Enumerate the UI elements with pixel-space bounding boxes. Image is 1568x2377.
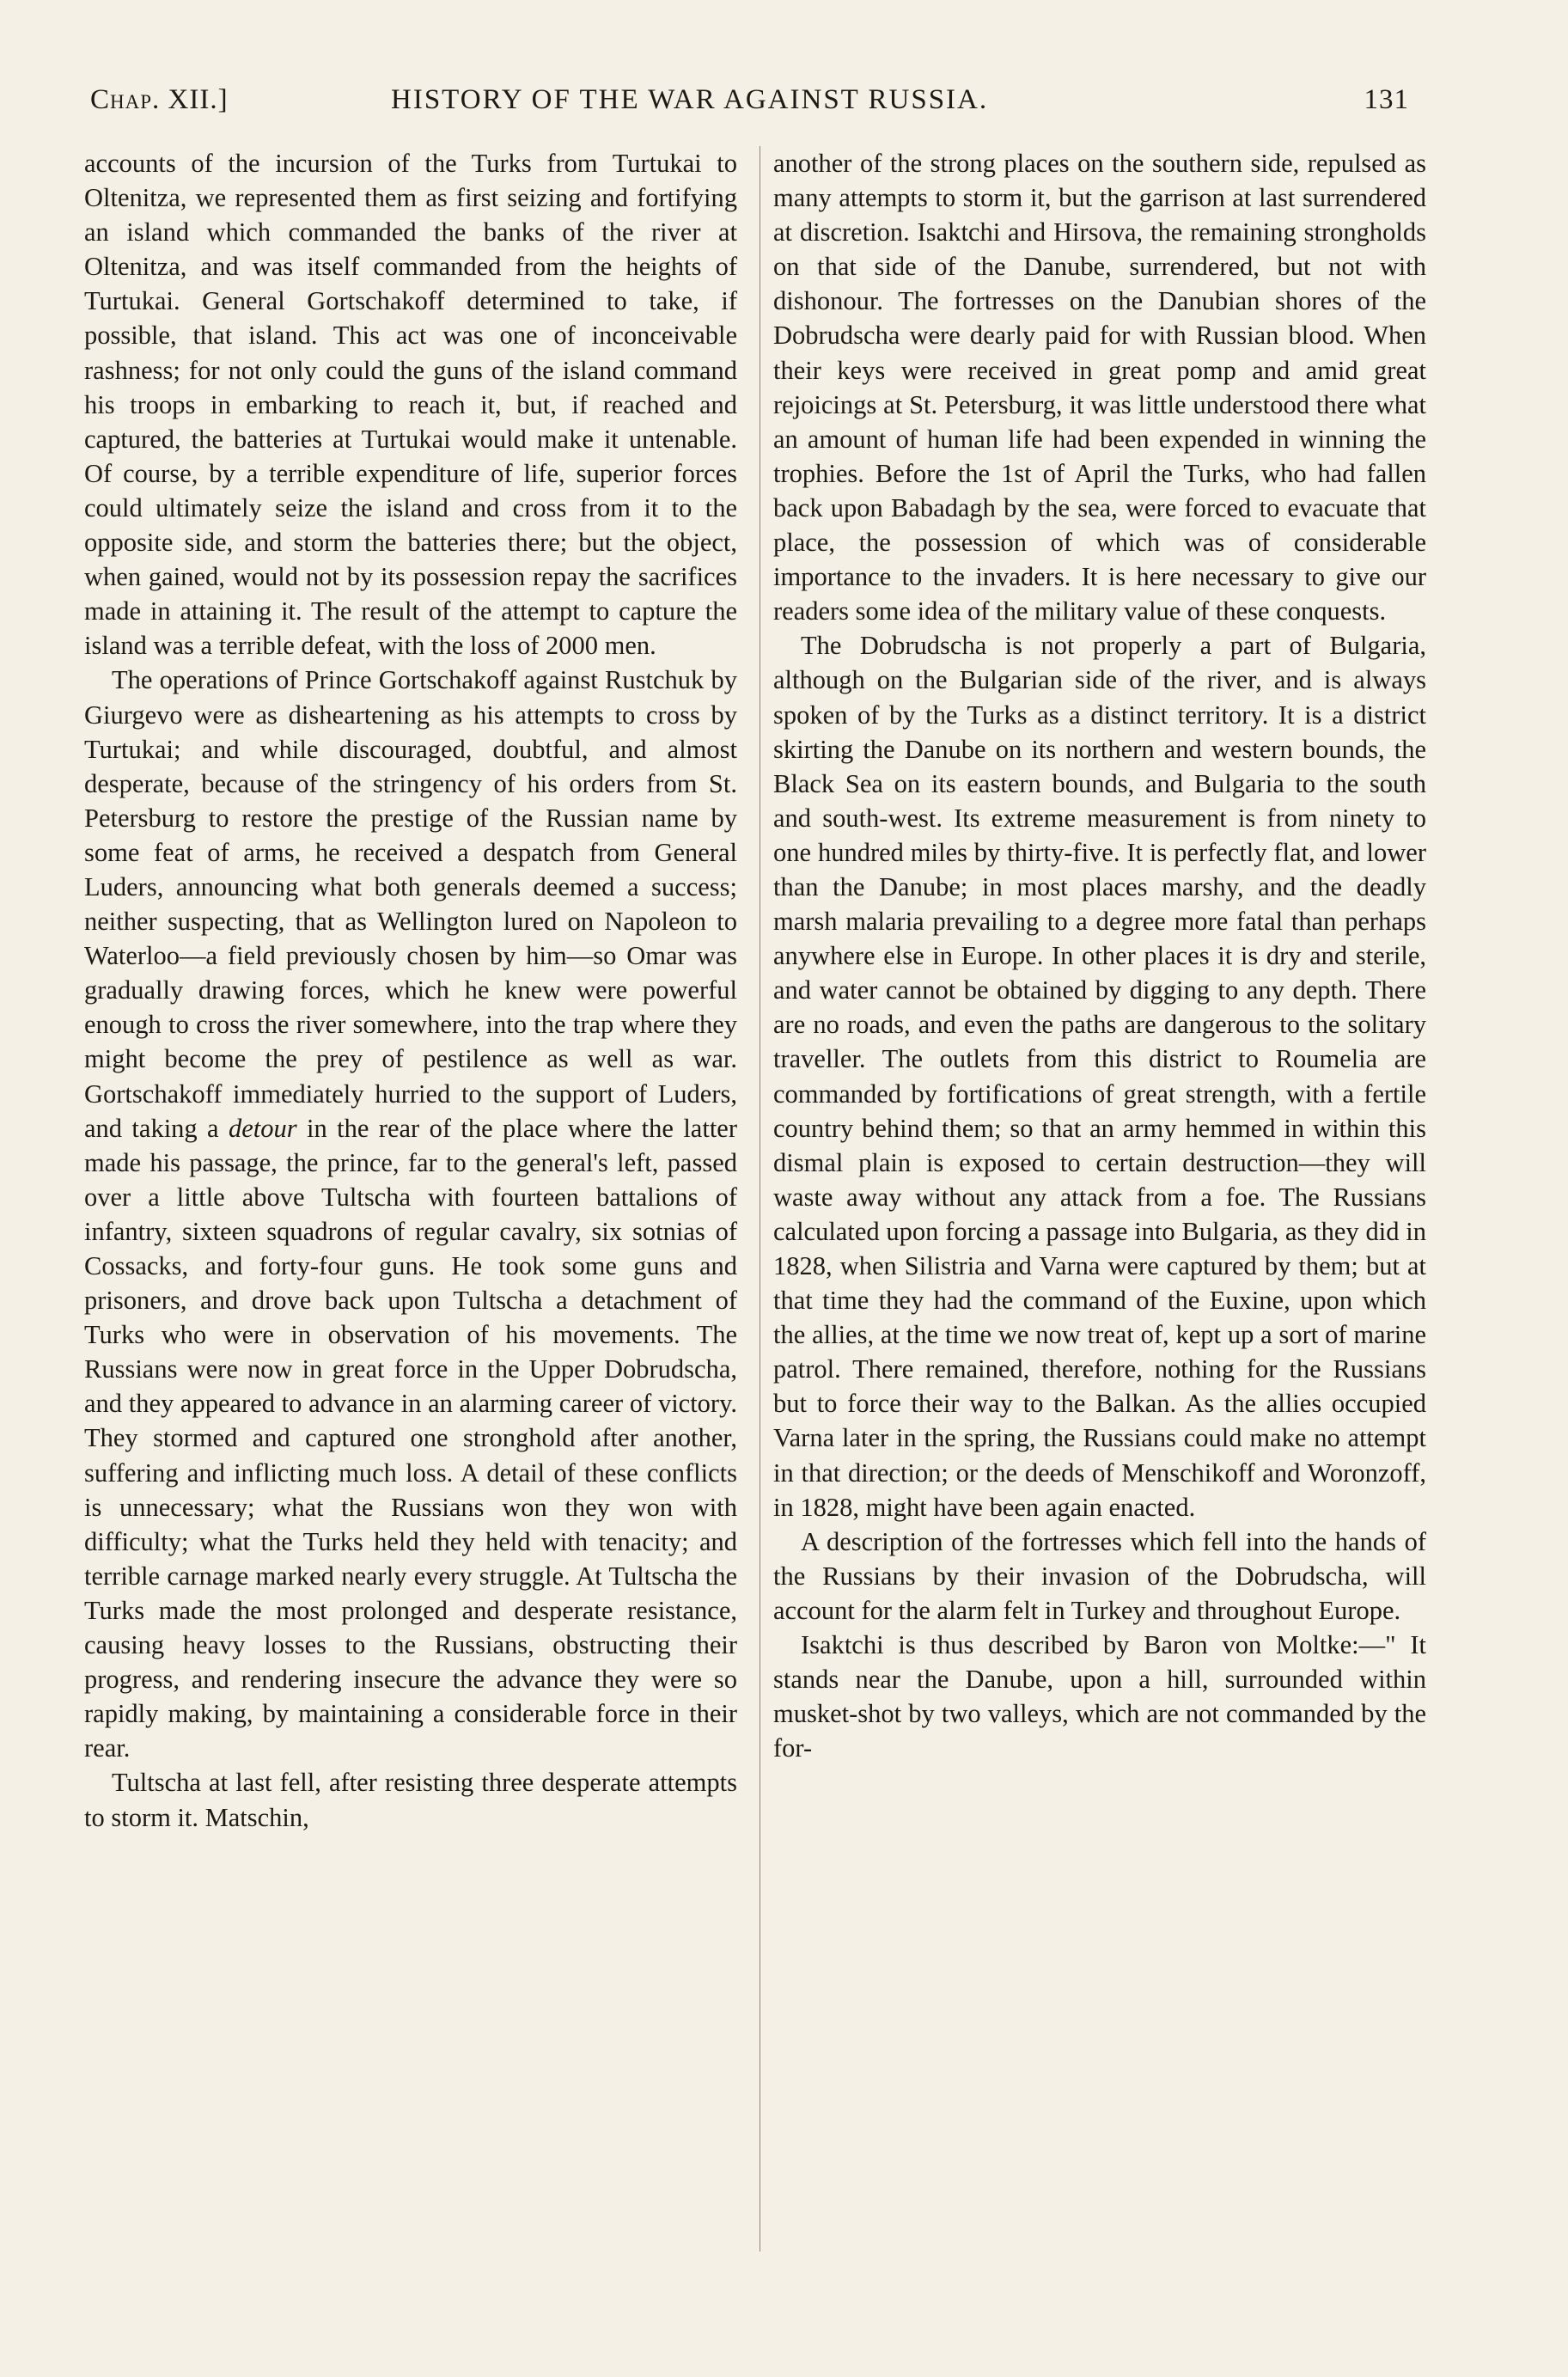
paragraph: another of the strong places on the southern side, repulsed as many attempts to storm it, but the garrison at last surrendered at discretion. Isaktchi and Hirsova, the remaining strongholds on that side of the Danube, surrendered, but not with dishonour. The fortresses on the Danubian shores of the Dobrudscha were dearly paid for with Russian blood. When their keys were received in great pomp and amid great rejoicings at St. Petersburg, it was little understood there what an amount of human life had been expended in winning the trophies. Before the 1st of April the Turks, who had fallen back upon Babadagh by the sea, were forced to evacuate that place, the possession of which was of considerable importance to the invaders. It is here necessary to give our readers some idea of the military value of these conquests. [773, 149, 1426, 626]
left-column [84, 146, 737, 1835]
paragraph: A description of the fortresses which fell into the hands of the Russians by their invasion of the Dobrudscha, will account for the alarm felt in Turkey and throughout Europe. [773, 1526, 1426, 1625]
chapter-label: Chap. XII.] [90, 84, 229, 115]
italic-word: detour [229, 1113, 297, 1143]
running-title: HISTORY OF THE WAR AGAINST RUSSIA. [391, 84, 989, 115]
text-run: in the rear of the place where the latter made his passage, the prince, far to the general's left, passed over a little above Tultscha with fourteen battalions of infantry, sixteen squadrons of regular cavalry, six sotnias of Cossacks, and forty-four guns. He took some guns and prisoners, and drove back upon Tultscha a detachment of Turks who were in observation of his movements. The Russians were now in great force in the Upper Dobrudscha, and they appeared to advance in an alarming career of victory. They stormed and captured one stronghold after another, suffering and inflicting much loss. A detail of these conflicts is unnecessary; what the Russians won they won with difficulty; what the Turks held they held with tenacity; and terrible carnage marked nearly every struggle. At Tultscha the Turks made the most prolonged and desperate resistance, causing heavy losses to the Russians, obstructing their progress, and rendering insecure the advance they were so rapidly making, by maintaining a considerable force in their rear. [84, 1113, 737, 1763]
running-head [90, 84, 1409, 127]
paragraph: accounts of the incursion of the Turks from Turtukai to Oltenitza, we represented them as first seizing and fortifying an island which commanded the banks of the river at Oltenitza, and was itself commanded from the heights of Turtukai. General Gortschakoff determined to take, if possible, that island. This act was one of inconceivable rashness; for not only could the guns of the island command his troops in embarking to reach it, but, if reached and captured, the batteries at Turtukai would make it untenable. Of course, by a terrible expenditure of life, superior forces could ultimately seize the island and cross from it to the opposite side, and storm the batteries there; but the object, when gained, would not by its possession repay the sacrifices made in attaining it. The result of the attempt to capture the island was a terrible defeat, with the loss of 2000 men. [84, 149, 737, 661]
paragraph: Tultscha at last fell, after resisting three desperate attempts to storm it. Matschin, [84, 1768, 737, 1832]
paragraph [84, 663, 737, 1765]
right-column [773, 146, 1426, 1765]
paragraph: Isaktchi is thus described by Baron von Moltke:—" It stands near the Danube, upon a hill, surrounded within musket-shot by two valleys, which are not commanded by the for- [773, 1630, 1426, 1763]
text-run: The operations of Prince Gortschakoff against Rustchuk by Giurgevo were as disheartening as his attempts to cross by Turtukai; and while discouraged, doubtful, and almost desperate, because of the stringency of his orders from St. Petersburg to restore the prestige of the Russian name by some feat of arms, he received a despatch from General Luders, announcing what both generals deemed a success; neither suspecting, that as Wellington lured on Napoleon to Waterloo—a field previously chosen by him—so Omar was gradually drawing forces, which he knew were powerful enough to cross the river somewhere, into the trap where they might become the prey of pestilence as well as war. Gortschakoff immediately hurried to the support of Luders, and taking a [84, 665, 737, 1143]
page-number: 131 [1364, 84, 1409, 115]
paragraph: The Dobrudscha is not properly a part of Bulgaria, although on the Bulgarian side of the river, and is always spoken of by the Turks as a distinct territory. It is a district skirting the Danube on its northern and western bounds, the Black Sea on its eastern bounds, and Bulgaria to the south and south-west. Its extreme measurement is from ninety to one hundred miles by thirty-five. It is perfectly flat, and lower than the Danube; in most places marshy, and the deadly marsh malaria prevailing to a degree more fatal than perhaps anywhere else in Europe. In other places it is dry and sterile, and water cannot be obtained by digging to any depth. There are no roads, and even the paths are dangerous to the solitary traveller. The outlets from this district to Roumelia are commanded by fortifications of great strength, with a fertile country behind them; so that an army hemmed in within this dismal plain is exposed to certain destruction—they will waste away without any attack from a foe. The Russians calculated upon forcing a passage into Bulgaria, as they did in 1828, when Silistria and Varna were captured by them; but at that time they had the command of the Euxine, upon which the allies, at the time we now treat of, kept up a sort of marine patrol. There remained, therefore, nothing for the Russians but to force their way to the Balkan. As the allies occupied Varna later in the spring, the Russians could make no attempt in that direction; or the deeds of Menschikoff and Woronzoff, in 1828, might have been again enacted. [773, 631, 1426, 1522]
